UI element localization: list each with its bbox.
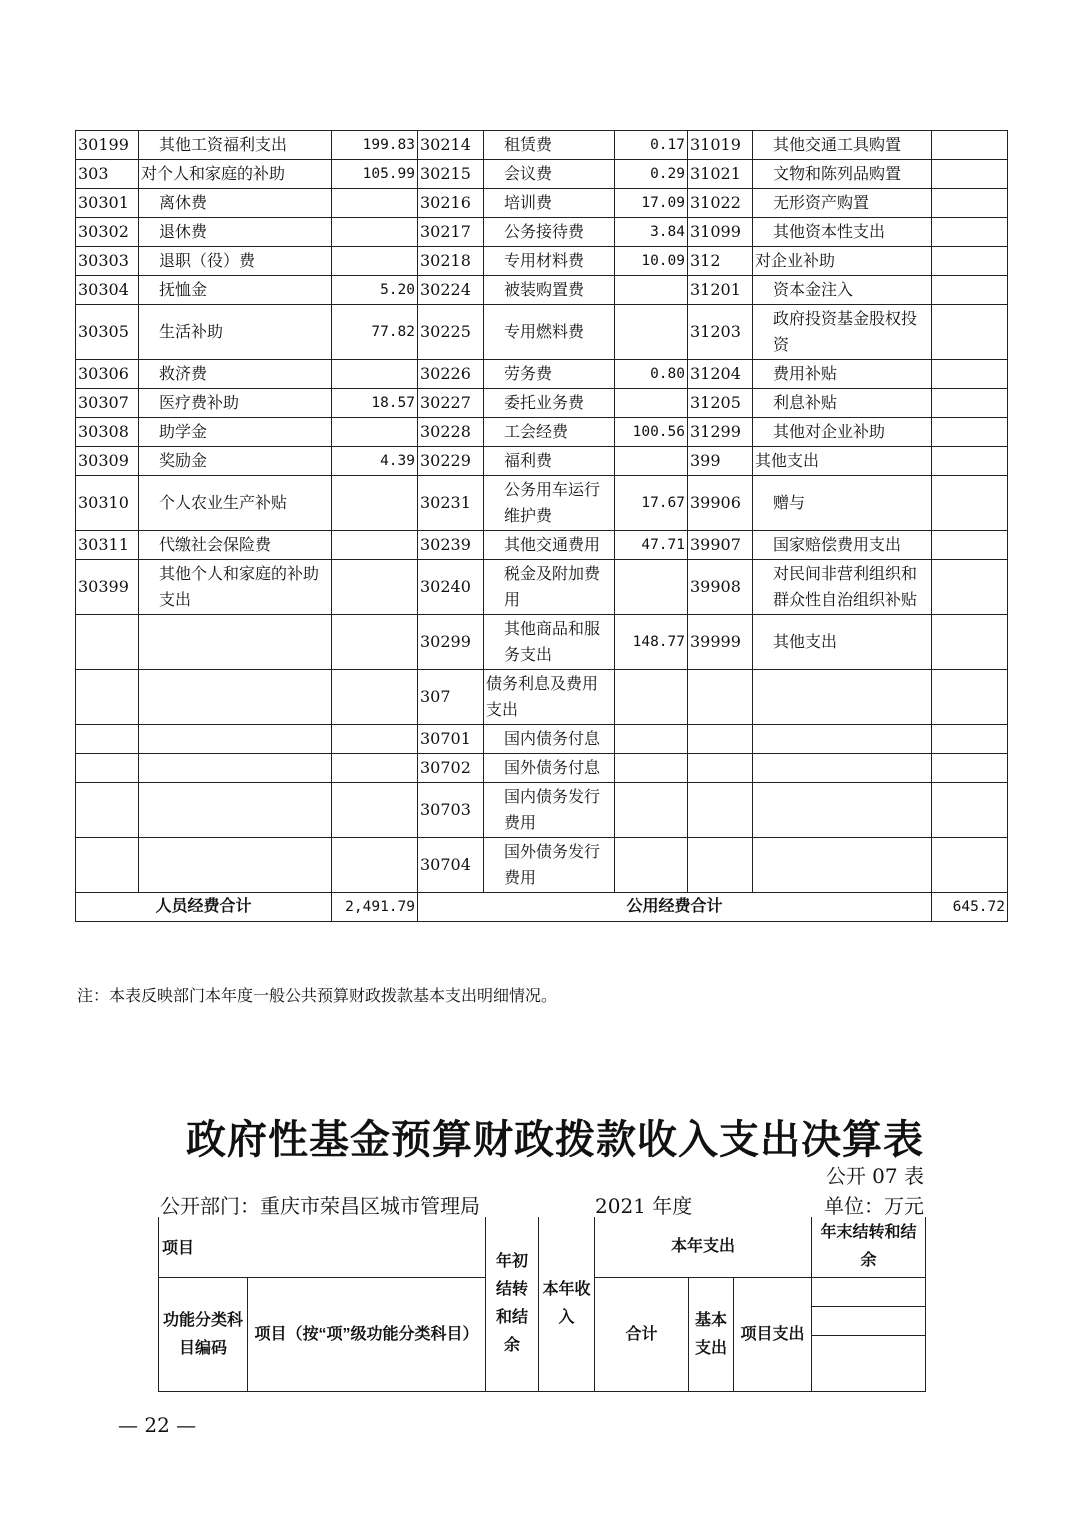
item-code-cell [688, 725, 753, 754]
amount-cell: 199.83 [332, 131, 418, 160]
item-name-cell: 公务用车运行维护费 [484, 476, 615, 531]
item-code-cell: 30215 [418, 160, 484, 189]
amount-cell: 0.29 [615, 160, 688, 189]
item-name-cell [753, 670, 932, 725]
item-code-cell: 31099 [688, 218, 753, 247]
table-row [76, 218, 1008, 247]
item-code-cell: 30703 [418, 783, 484, 838]
item-code-cell: 399 [688, 447, 753, 476]
carry-out-cell [812, 1307, 926, 1336]
item-name-cell: 无形资产购置 [753, 189, 932, 218]
amount-cell [932, 838, 1008, 893]
item-name-cell: 其他工资福利支出 [139, 131, 332, 160]
amount-cell [615, 725, 688, 754]
item-code-cell [688, 754, 753, 783]
item-name-cell [139, 725, 332, 754]
item-code-cell: 30303 [76, 247, 139, 276]
item-code-cell [76, 783, 139, 838]
item-name-cell: 其他支出 [753, 447, 932, 476]
amount-cell [332, 418, 418, 447]
item-code-cell: 30306 [76, 360, 139, 389]
department-label: 公开部门：重庆市荣昌区城市管理局 [160, 1194, 480, 1218]
item-code-cell: 30305 [76, 305, 139, 360]
amount-cell: 4.39 [332, 447, 418, 476]
item-name-cell: 国外债务发行费用 [484, 838, 615, 893]
item-name-cell: 抚恤金 [139, 276, 332, 305]
item-code-cell: 30304 [76, 276, 139, 305]
item-name-cell: 赠与 [753, 476, 932, 531]
amount-cell [332, 218, 418, 247]
item-code-cell: 31205 [688, 389, 753, 418]
item-code-cell: 39906 [688, 476, 753, 531]
item-name-cell: 其他交通费用 [484, 531, 615, 560]
item-name-cell: 专用燃料费 [484, 305, 615, 360]
amount-cell: 148.77 [615, 615, 688, 670]
item-code-cell: 30311 [76, 531, 139, 560]
item-code-cell [76, 615, 139, 670]
table-row [76, 725, 1008, 754]
item-name-cell [753, 783, 932, 838]
item-name-cell: 租赁费 [484, 131, 615, 160]
item-code-cell: 30240 [418, 560, 484, 615]
item-code-cell: 30231 [418, 476, 484, 531]
amount-cell: 17.09 [615, 189, 688, 218]
item-code-cell [688, 670, 753, 725]
amount-cell [332, 783, 418, 838]
item-code-cell: 312 [688, 247, 753, 276]
table-note: 注：本表反映部门本年度一般公共预算财政拨款基本支出明细情况。 [77, 986, 558, 1005]
item-name-cell: 债务利息及费用支出 [484, 670, 615, 725]
header-func-item: 项目（按“项”级功能分类科目） [248, 1278, 486, 1392]
item-name-cell: 助学金 [139, 418, 332, 447]
amount-cell [615, 670, 688, 725]
table-row [76, 615, 1008, 670]
amount-cell [932, 218, 1008, 247]
item-code-cell: 30229 [418, 447, 484, 476]
item-name-cell: 退休费 [139, 218, 332, 247]
item-code-cell: 31021 [688, 160, 753, 189]
item-code-cell: 30199 [76, 131, 139, 160]
item-name-cell [139, 615, 332, 670]
item-code-cell: 30308 [76, 418, 139, 447]
table-row [76, 418, 1008, 447]
header-project: 项目 [159, 1217, 486, 1278]
item-name-cell: 其他交通工具购置 [753, 131, 932, 160]
amount-cell [932, 783, 1008, 838]
item-name-cell: 生活补助 [139, 305, 332, 360]
amount-cell: 77.82 [332, 305, 418, 360]
amount-cell: 100.56 [615, 418, 688, 447]
expense-detail-table [75, 130, 1008, 922]
page-number: — 22 — [118, 1413, 197, 1437]
item-name-cell: 对企业补助 [753, 247, 932, 276]
public-total-value: 645.72 [932, 893, 1008, 922]
item-code-cell: 31203 [688, 305, 753, 360]
item-code-cell: 30399 [76, 560, 139, 615]
amount-cell: 5.20 [332, 276, 418, 305]
unit-label: 单位：万元 [824, 1194, 924, 1218]
amount-cell: 17.67 [615, 476, 688, 531]
item-name-cell: 国内债务发行费用 [484, 783, 615, 838]
year-label: 2021 年度 [595, 1194, 693, 1218]
amount-cell [932, 389, 1008, 418]
amount-cell: 0.80 [615, 360, 688, 389]
amount-cell [332, 560, 418, 615]
amount-cell [615, 447, 688, 476]
item-code-cell: 30704 [418, 838, 484, 893]
header-carry-out: 年末结转和结余 [812, 1217, 926, 1278]
item-name-cell: 会议费 [484, 160, 615, 189]
item-code-cell [688, 783, 753, 838]
amount-cell [332, 670, 418, 725]
amount-cell [332, 247, 418, 276]
amount-cell [332, 189, 418, 218]
item-code-cell: 30217 [418, 218, 484, 247]
amount-cell [932, 476, 1008, 531]
header-project-exp: 项目支出 [734, 1278, 812, 1392]
item-code-cell: 30310 [76, 476, 139, 531]
item-name-cell: 培训费 [484, 189, 615, 218]
item-name-cell: 个人农业生产补贴 [139, 476, 332, 531]
fund-budget-table [158, 1217, 926, 1392]
amount-cell [332, 725, 418, 754]
item-code-cell: 30299 [418, 615, 484, 670]
table-row [76, 670, 1008, 725]
amount-cell [932, 560, 1008, 615]
item-code-cell: 39999 [688, 615, 753, 670]
table-row [76, 476, 1008, 531]
item-name-cell: 代缴社会保险费 [139, 531, 332, 560]
expense-detail-body [76, 131, 1008, 893]
amount-cell [932, 131, 1008, 160]
item-name-cell: 资本金注入 [753, 276, 932, 305]
table-row [76, 838, 1008, 893]
amount-cell [932, 305, 1008, 360]
item-name-cell [753, 838, 932, 893]
table-row [76, 754, 1008, 783]
item-name-cell: 被装购置费 [484, 276, 615, 305]
item-name-cell: 国外债务付息 [484, 754, 615, 783]
item-code-cell: 30216 [418, 189, 484, 218]
item-code-cell [76, 754, 139, 783]
amount-cell [932, 725, 1008, 754]
item-name-cell [753, 754, 932, 783]
table-row [76, 531, 1008, 560]
header-expense: 本年支出 [595, 1217, 812, 1278]
item-name-cell: 劳务费 [484, 360, 615, 389]
item-name-cell: 其他个人和家庭的补助支出 [139, 560, 332, 615]
amount-cell [332, 476, 418, 531]
item-code-cell: 30226 [418, 360, 484, 389]
personnel-total-label: 人员经费合计 [76, 893, 332, 922]
item-code-cell: 307 [418, 670, 484, 725]
item-name-cell: 对民间非营利组织和群众性自治组织补贴 [753, 560, 932, 615]
item-name-cell: 税金及附加费用 [484, 560, 615, 615]
item-name-cell: 委托业务费 [484, 389, 615, 418]
item-code-cell: 30302 [76, 218, 139, 247]
public-total-label: 公用经费合计 [418, 893, 932, 922]
item-code-cell: 30228 [418, 418, 484, 447]
item-name-cell: 文物和陈列品购置 [753, 160, 932, 189]
item-name-cell [139, 783, 332, 838]
amount-cell [615, 783, 688, 838]
item-code-cell: 30227 [418, 389, 484, 418]
item-code-cell: 39907 [688, 531, 753, 560]
item-name-cell [139, 838, 332, 893]
item-code-cell: 30309 [76, 447, 139, 476]
table-row [76, 276, 1008, 305]
amount-cell: 105.99 [332, 160, 418, 189]
header-total: 合计 [595, 1278, 689, 1392]
item-name-cell: 退职（役）费 [139, 247, 332, 276]
item-name-cell [139, 754, 332, 783]
table-row [76, 783, 1008, 838]
item-code-cell: 30701 [418, 725, 484, 754]
amount-cell [615, 754, 688, 783]
amount-cell [615, 838, 688, 893]
header-func-code: 功能分类科目编码 [159, 1278, 248, 1392]
amount-cell [932, 160, 1008, 189]
section-title: 政府性基金预算财政拨款收入支出决算表 [186, 1116, 924, 1163]
item-code-cell: 30702 [418, 754, 484, 783]
item-code-cell: 30224 [418, 276, 484, 305]
item-name-cell: 其他资本性支出 [753, 218, 932, 247]
amount-cell: 18.57 [332, 389, 418, 418]
amount-cell [932, 615, 1008, 670]
amount-cell [932, 531, 1008, 560]
amount-cell [615, 305, 688, 360]
table-row [76, 447, 1008, 476]
amount-cell [932, 447, 1008, 476]
item-code-cell: 31019 [688, 131, 753, 160]
item-code-cell [76, 670, 139, 725]
amount-cell [932, 754, 1008, 783]
item-name-cell: 其他对企业补助 [753, 418, 932, 447]
item-name-cell: 福利费 [484, 447, 615, 476]
amount-cell [932, 670, 1008, 725]
item-name-cell: 政府投资基金股权投资 [753, 305, 932, 360]
header-income: 本年收入 [539, 1217, 595, 1392]
item-code-cell: 30218 [418, 247, 484, 276]
amount-cell [332, 754, 418, 783]
amount-cell [932, 360, 1008, 389]
carry-out-cell [812, 1336, 926, 1392]
amount-cell [332, 531, 418, 560]
item-code-cell [688, 838, 753, 893]
item-name-cell: 费用补贴 [753, 360, 932, 389]
item-code-cell: 39908 [688, 560, 753, 615]
item-name-cell: 国内债务付息 [484, 725, 615, 754]
item-code-cell: 31299 [688, 418, 753, 447]
amount-cell [615, 560, 688, 615]
item-code-cell: 30301 [76, 189, 139, 218]
item-name-cell [753, 725, 932, 754]
table-row [76, 189, 1008, 218]
amount-cell [615, 389, 688, 418]
item-name-cell: 公务接待费 [484, 218, 615, 247]
item-code-cell: 303 [76, 160, 139, 189]
item-code-cell: 31204 [688, 360, 753, 389]
item-name-cell: 其他商品和服务支出 [484, 615, 615, 670]
item-code-cell: 30225 [418, 305, 484, 360]
table-row [76, 160, 1008, 189]
item-name-cell: 对个人和家庭的补助 [139, 160, 332, 189]
item-code-cell: 30239 [418, 531, 484, 560]
header-basic: 基本支出 [689, 1278, 734, 1392]
item-code-cell: 31022 [688, 189, 753, 218]
amount-cell [932, 189, 1008, 218]
amount-cell [332, 838, 418, 893]
personnel-total-value: 2,491.79 [332, 893, 418, 922]
amount-cell: 0.17 [615, 131, 688, 160]
amount-cell [932, 276, 1008, 305]
amount-cell: 47.71 [615, 531, 688, 560]
item-code-cell: 30214 [418, 131, 484, 160]
item-code-cell: 31201 [688, 276, 753, 305]
item-name-cell: 医疗费补助 [139, 389, 332, 418]
item-code-cell [76, 725, 139, 754]
table-row [76, 389, 1008, 418]
item-code-cell: 30307 [76, 389, 139, 418]
item-name-cell: 专用材料费 [484, 247, 615, 276]
amount-cell: 10.09 [615, 247, 688, 276]
amount-cell [332, 615, 418, 670]
amount-cell [932, 247, 1008, 276]
table-row [76, 247, 1008, 276]
item-name-cell [139, 670, 332, 725]
table-row [76, 360, 1008, 389]
totals-row [76, 893, 1008, 922]
carry-out-cell [812, 1278, 926, 1307]
item-name-cell: 利息补贴 [753, 389, 932, 418]
table-row [76, 305, 1008, 360]
table-number: 公开 07 表 [825, 1164, 924, 1188]
amount-cell [615, 276, 688, 305]
item-code-cell [76, 838, 139, 893]
amount-cell [932, 418, 1008, 447]
table-row [76, 131, 1008, 160]
table-row [76, 560, 1008, 615]
item-name-cell: 其他支出 [753, 615, 932, 670]
item-name-cell: 工会经费 [484, 418, 615, 447]
header-carry-in: 年初结转和结余 [486, 1217, 539, 1392]
item-name-cell: 离休费 [139, 189, 332, 218]
item-name-cell: 奖励金 [139, 447, 332, 476]
amount-cell [332, 360, 418, 389]
item-name-cell: 国家赔偿费用支出 [753, 531, 932, 560]
item-name-cell: 救济费 [139, 360, 332, 389]
amount-cell: 3.84 [615, 218, 688, 247]
